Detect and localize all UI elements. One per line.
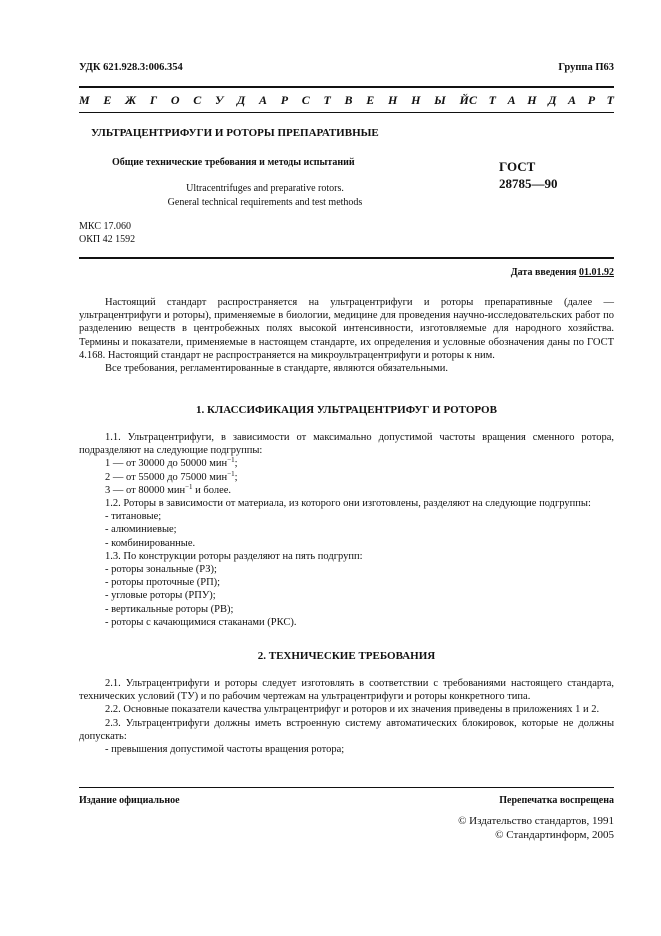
banner-letter: М [79,93,90,107]
copyright-line-2: © Стандартинформ, 2005 [495,829,614,841]
banner-letter: Д [237,93,246,107]
gost-label: ГОСТ [499,159,536,174]
banner-letter: А [568,93,577,107]
banner-letter: А [258,93,267,107]
reprint-notice: Перепечатка воспрещена [499,795,614,806]
banner-letter: А [507,93,516,107]
banner-letter: Н [527,93,537,107]
banner-letter: С [469,93,478,107]
english-title-line2: General technical requirements and test methods [167,197,363,208]
intro-date-value: 01.01.92 [579,267,614,278]
clause-1-3: 1.3. По конструкции роторы разделяют на пять подгрупп: [105,550,363,562]
banner-letter: Т [606,93,614,107]
mks-code: МКС 17.060 [79,221,131,232]
banner-letter: Е [366,93,375,107]
banner-letter: Д [548,93,557,107]
material-aluminium: - алюминиевые; [105,524,177,536]
preamble-paragraph-1: Настоящий стандарт распространяется на ультрацентрифуги и роторы препаративные (далее — ультрацентрифуги и роторы), применяемые в биологии, медицине для проведения научно-исследовательских работ по разделению веществ в центробежных полях высокой интенсивности, изготовляемые для народного хозяйства. Термины и показатели, применяемые в настоящем стандарте, их определения и условные обозначения даны по ГОСТ 4.168. Настоящий стандарт не распространяется на микроультрацентрифуги и роторы к ним. [79,297,614,361]
english-title-line1: Ultracentrifuges and preparative rotors. [186,183,344,194]
blocking-item-1: - превышения допустимой частоты вращения ротора; [105,744,345,756]
material-titanium: - титановые; [105,511,162,523]
banner-letter: Т [323,93,331,107]
copyright-line-1: © Издательство стандартов, 1991 [458,815,614,827]
banner-letter: Ж [125,93,137,107]
banner-letter: Т [488,93,496,107]
banner-letter: С [193,93,202,107]
document-subtitle: Общие технические требования и методы испытаний [112,157,355,168]
section-2-body [79,677,614,756]
official-edition: Издание официальное [79,795,180,806]
okp-code: ОКП 42 1592 [79,234,136,245]
subgroup-2: 2 — от 55000 до 75000 мин$^{-1}$; [105,469,238,483]
gost-designation [499,158,558,192]
clause-1-2: 1.2. Роторы в зависимости от материала, из которого они изготовлены, разделяют на следующие подгруппы: [105,498,591,510]
subgroup-3: 3 — от 80000 мин$^{-1}$ и более. [105,482,232,496]
header-rule [79,257,614,259]
classification-codes [79,220,135,246]
material-combined: - комбинированные. [105,537,196,549]
clause-2-3: 2.3. Ультрацентрифуги должны иметь встроенную систему автоматических блокировок, которые не должны допускать: [79,717,614,742]
banner-letter: Р [587,93,596,107]
clause-1-1: 1.1. Ультрацентрифуги, в зависимости от максимально допустимой частоты вращения сменного ротора, подразделяют на следующие подгруппы: [79,432,614,457]
banner-letter: Г [149,93,158,107]
group-code: Группа П63 [558,62,614,73]
banner-letter: О [170,93,180,107]
banner-letter: У [214,93,224,107]
banner-letter: В [344,93,353,107]
banner-letter: Р [280,93,289,107]
top-rule [79,86,614,88]
intro-date-label: Дата введения [510,267,577,278]
udk-code: УДК 621.928.3:006.354 [79,62,183,73]
subgroup-1: 1 — от 30000 до 50000 мин$^{-1}$; [105,456,238,470]
rotor-type-flow: - роторы проточные (РП); [105,577,221,589]
introduction-date [511,267,614,278]
english-title [140,182,390,210]
banner-letter: Е [103,93,112,107]
copyright [458,814,614,842]
standard-banner [79,93,614,108]
rotor-type-angle: - угловые роторы (РПУ); [105,590,216,602]
section-1-body [79,431,614,629]
document-title: УЛЬТРАЦЕНТРИФУГИ И РОТОРЫ ПРЕПАРАТИВНЫЕ [91,127,379,139]
banner-letter: Н [388,93,398,107]
banner-rule [79,112,614,113]
banner-letter: Й [459,93,469,107]
preamble [79,296,614,375]
banner-word-interstate [79,93,469,108]
rotor-type-zonal: - роторы зональные (РЗ); [105,564,217,576]
clause-2-2: 2.2. Основные показатели качества ультрацентрифуг и роторов и их значения приведены в приложениях 1 и 2. [105,704,600,716]
footer-rule [79,787,614,788]
gost-number: 28785—90 [499,176,558,191]
section-1-heading: 1. КЛАССИФИКАЦИЯ УЛЬТРАЦЕНТРИФУГ И РОТОРОВ [196,404,497,416]
rotor-type-swing: - роторы с качающимися стаканами (РКС). [105,616,297,628]
preamble-paragraph-2: Все требования, регламентированные в стандарте, являются обязательными. [105,363,449,375]
clause-2-1: 2.1. Ультрацентрифуги и роторы следует изготовлять в соответствии с требованиями настоящего стандарта, технических условий (ТУ) и по рабочим чертежам на ультрацентрифуги и роторы конкретного типа. [79,678,614,703]
section-2-heading: 2. ТЕХНИЧЕСКИЕ ТРЕБОВАНИЯ [257,650,436,662]
banner-letter: С [301,93,310,107]
banner-letter: Н [411,93,421,107]
banner-letter: Ы [434,93,446,107]
rotor-type-vertical: - вертикальные роторы (РВ); [105,603,234,615]
banner-word-standard [469,93,614,108]
